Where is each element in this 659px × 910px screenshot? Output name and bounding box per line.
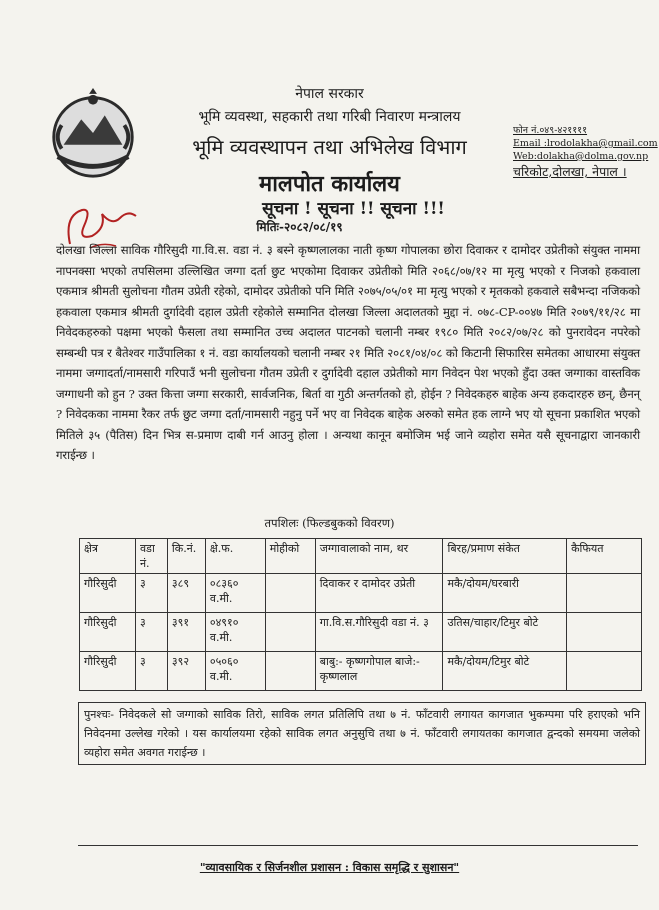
government-title: नेपाल सरकार <box>295 86 364 102</box>
cell-class: मकै/दोयम/टिमुर बोटे <box>443 652 567 691</box>
cell-tenant <box>265 574 315 613</box>
notice-title: सूचना ! सूचना !! सूचना !!! <box>262 199 445 219</box>
footer-slogan: "व्यावसायिक र सिर्जनशील प्रशासन : विकास समृद्धि र सुशासन" <box>199 861 460 874</box>
col-header-holder: जग्गावालाको नाम, थर <box>315 539 443 574</box>
cell-size: ०८३६० व.मी. <box>205 574 265 613</box>
postscript-note: पुनश्चः- निवेदकले सो जग्गाको साविक तिरो, साविक लगत प्रतिलिपि तथा ७ नं. फाँटवारी लगायत कागजात भुकम्पमा परि हराएको भनि निवेदनमा उल्लेख गरेको । यस कार्यालयमा रहेको साविक लगत अनुसुचि तथा ७ नं. फाँटवारी लगायतका कागजात द्वन्दको समयमा जलेको व्यहोरा समेत अवगत गराईन्छ । <box>78 702 646 765</box>
office-title: मालपोत कार्यालय <box>259 171 400 197</box>
col-header-size: क्षे.फ. <box>205 539 265 574</box>
cell-holder: दिवाकर र दामोदर उप्रेती <box>315 574 443 613</box>
cell-ward: ३ <box>135 652 167 691</box>
cell-holder: गा.वि.स.गौरिसुदी वडा नं. ३ <box>315 613 443 652</box>
col-header-ward: वडा नं. <box>135 539 167 574</box>
cell-tenant <box>265 652 315 691</box>
col-header-kitta: कि.नं. <box>167 539 205 574</box>
email-address: Email :lrodolakha@gmail.com <box>513 138 658 149</box>
cell-kitta: ३८९ <box>167 574 205 613</box>
table-row <box>80 574 642 613</box>
table-caption: तपशिलः (फिल्डबुकको विवरण) <box>264 516 395 530</box>
cell-ward: ३ <box>135 574 167 613</box>
cell-kitta: ३९२ <box>167 652 205 691</box>
land-details-table <box>79 538 642 691</box>
cell-remarks <box>567 613 642 652</box>
contact-block <box>513 124 658 178</box>
cell-remarks <box>567 652 642 691</box>
phone-number: फोन नं.०४९-४२११११ <box>513 125 588 136</box>
notice-date: मितिः-२०८२/०८/१९ <box>256 220 343 234</box>
cell-area: गौरिसुदी <box>80 574 136 613</box>
cell-kitta: ३९१ <box>167 613 205 652</box>
cell-size: ०५०६० व.मी. <box>205 652 265 691</box>
col-header-tenant: मोहीको <box>265 539 315 574</box>
col-header-class: बिरह/प्रमाण संकेत <box>443 539 567 574</box>
notice-body: दोलखा जिल्ला साविक गौरिसुदी गा.वि.स. वडा नं. ३ बस्ने कृष्णलालका नाती कृष्ण गोपालका छोरा दिवाकर र दामोदर उप्रेतीको संयुक्त नाममा नापनक्सा भएको तपसिलमा उल्लिखित जग्गा दर्ता छुट भएकोमा दिवाकर उप्रेतीको मिति २०६८/०७/१२ मा मृत्यु भएको र निजको हकवाला एकमात्र श्रीमती सुलोचना गौतम उप्रेती रहेको, दामोदर उप्रेतीको पनि मिति २०७५/०५/०१ मा मृत्यु भएको र मृतकको हकवाले सबैभन्दा नजिकको हकवाला एकमात्र श्रीमती दुर्गादेवी दहाल उप्रेती रहेकोले सम्मानित दोलखा जिल्ला अदालतको मुद्दा नं. ०७८-CP-००४७ मिति २०७९/११/२८ मा निवेदकहरुको पक्षमा भएको फैसला तथा सम्मानित उच्च अदालत पाटनको चलानी नम्बर १९८० मिति २०८२/०७/२८ को पुनरावेदन नपरेको सम्बन्धी पत्र र बैतेश्वर गाउँपालिका १ नं. वडा कार्यालयको चलानी नम्बर २१ मिति २०८१/०४/०८ को किटानी सिफारिस समेतका आधारमा संयुक्त नाममा जग्गादर्ता/नामसारी गरिपाउँ भनी सुलोचना गौतम उप्रेती र दुर्गादेवी दहाल उप्रेतीको माग निवेदन पेश भएको हुँदा उक्त जग्गाका वास्तविक जग्गाधनी को हुन ? उक्त कित्ता जग्गा सरकारी, सार्वजनिक, बिर्ता वा गुठी अन्तर्गतको हो, होईन ? निवेदकहरु बाहेक अन्य हकदारहरु छन्, छैनन् ? निवेदकका नाममा रैकर तर्फ छुट जग्गा दर्ता/नामसारी नहुनु पर्ने भए वा निवेदक बाहेक अरुको समेत हक लाग्ने भए यो सूचना प्रकाशित भएको मितिले ३५ (पैतिस) दिन भित्र स-प्रमाण दाबी गर्न आउनु होला । अन्यथा कानून बमोजिम भई जाने व्यहोरा समेत यसै सूचनाद्वारा जानकारी गराईन्छ । <box>56 243 640 462</box>
website: Web:dolakha@dolma.gov.np <box>513 151 649 162</box>
office-location: चरिकोट,दोलखा, नेपाल । <box>513 164 627 179</box>
ministry-title: भूमि व्यवस्था, सहकारी तथा गरिबी निवारण मन्त्रालय <box>198 109 461 125</box>
col-header-area: क्षेत्र <box>80 539 136 574</box>
footer-divider <box>78 845 638 846</box>
cell-remarks <box>567 574 642 613</box>
cell-holder: बाबु:- कृष्णगोपाल बाजे:- कृष्णलाल <box>315 652 443 691</box>
cell-area: गौरिसुदी <box>80 613 136 652</box>
col-header-remarks: कैफियत <box>567 539 642 574</box>
cell-class: मकै/दोयम/घरबारी <box>443 574 567 613</box>
table-row <box>80 652 642 691</box>
cell-area: गौरिसुदी <box>80 652 136 691</box>
table-row <box>80 613 642 652</box>
cell-size: ०४९१० व.मी. <box>205 613 265 652</box>
cell-class: उतिस/चाहार/टिमुर बोटे <box>443 613 567 652</box>
department-title: भूमि व्यवस्थापन तथा अभिलेख विभाग <box>192 135 467 159</box>
cell-ward: ३ <box>135 613 167 652</box>
table-header-row <box>80 539 642 574</box>
cell-tenant <box>265 613 315 652</box>
